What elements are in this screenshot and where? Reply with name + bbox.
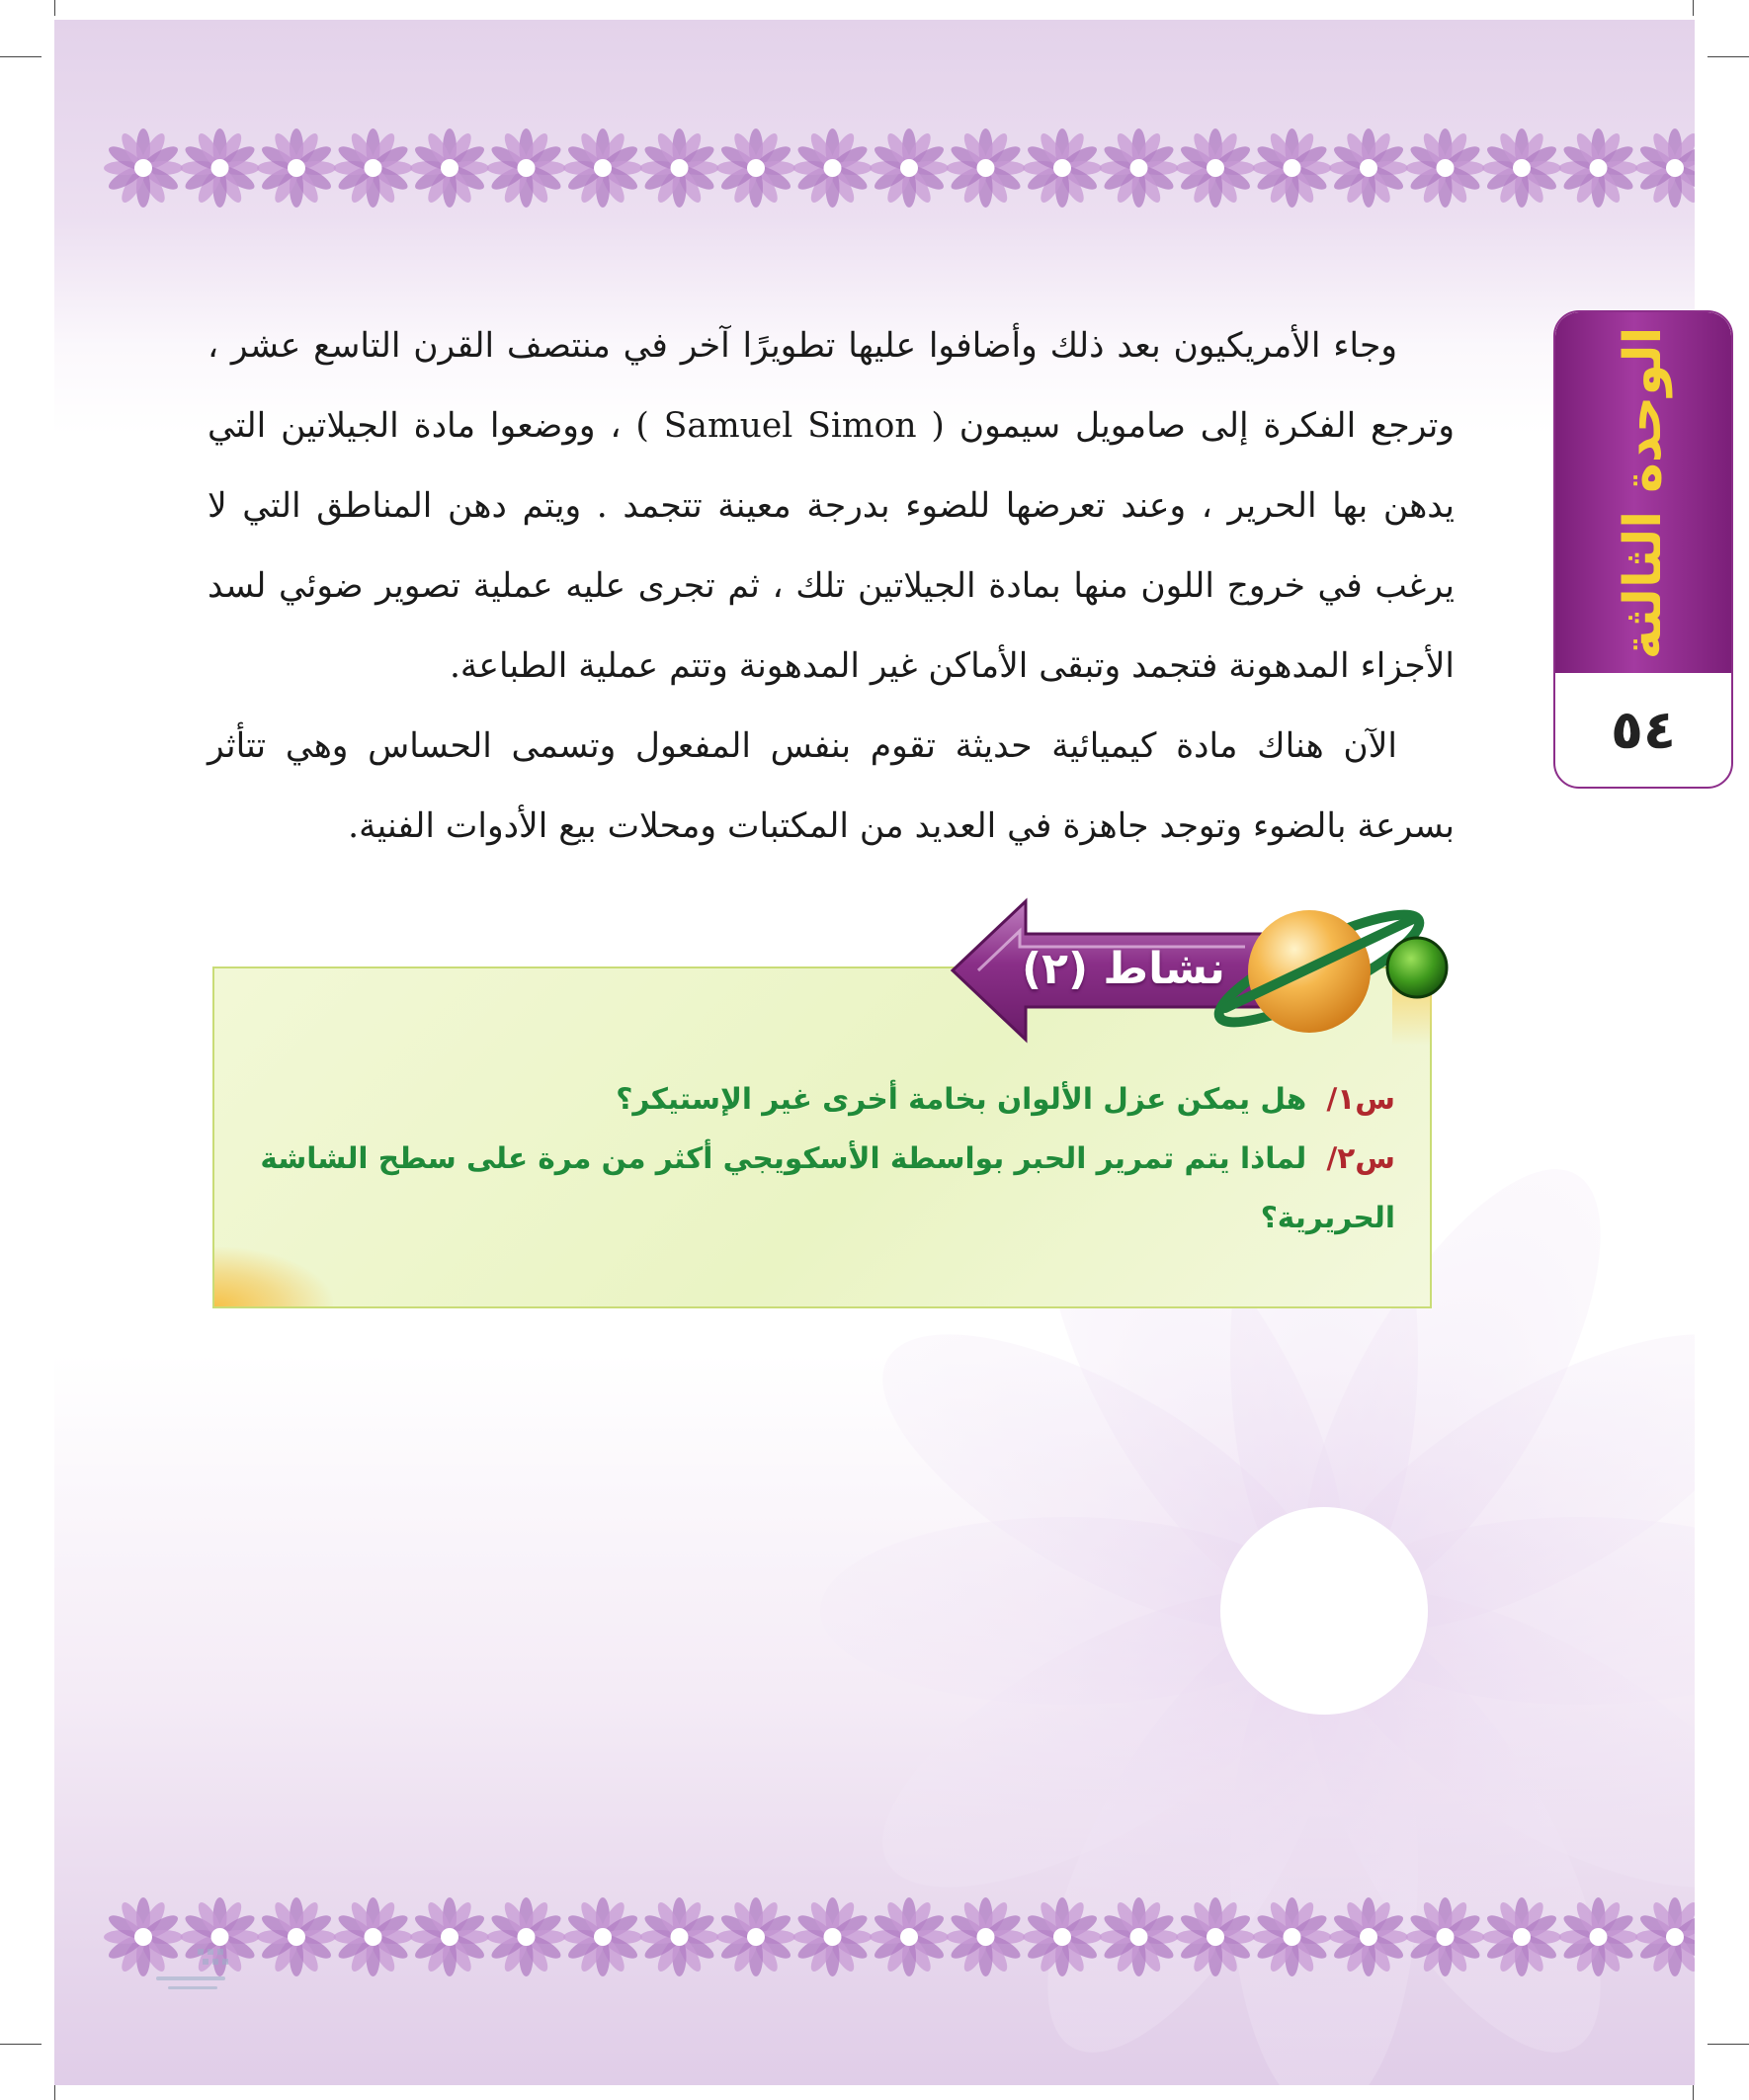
question-text: هل يمكن عزل الألوان بخامة أخرى غير الإستيكر؟ (616, 1082, 1307, 1116)
question-label: س١/ (1326, 1082, 1395, 1116)
crop-mark (1707, 2044, 1749, 2045)
activity-question (247, 1129, 1395, 1247)
question-text: لماذا يتم تمرير الحبر بواسطة الأسكويجي أكثر من مرة على سطح الشاشة الحريرية؟ (260, 1141, 1395, 1234)
paragraph: الآن هناك مادة كيميائية حديثة تقوم بنفس المفعول وتسمى الحساس وهي تتأثر بسرعة بالضوء وتوجد جاهزة في العديد من المكتبات ومحلات بيع الأدوات الفنية. (208, 726, 1455, 846)
top-flower-border (54, 109, 1695, 227)
activity-title: نشاط (٢) (1022, 943, 1225, 994)
crop-mark (1707, 56, 1749, 57)
green-bullet-icon (1383, 934, 1451, 1001)
body-text (208, 306, 1455, 867)
activity-question (247, 1069, 1395, 1129)
crop-mark (0, 56, 42, 57)
unit-title: الوحدة الثالثة (1614, 326, 1673, 660)
paragraph: وجاء الأمريكيون بعد ذلك وأضافوا عليها تطويرًا آخر في منتصف القرن التاسع عشر ، وترجع الفكرة إلى صامويل سيمون ( Samuel Simon ) ، ووضعوا مادة الجيلاتين التي يدهن بها الحرير ، وعند تعرضها للضوء بدرجة معينة تتجمد . ويتم دهن المناطق التي لا يرغب في خروج اللون منها بمادة الجيلاتين تلك ، ثم تجرى عليه عملية تصوير ضوئي لسد الأجزاء المدهونة فتجمد وتبقى الأماكن غير المدهونة وتتم عملية الطباعة. (208, 326, 1455, 686)
unit-side-tab (1553, 310, 1733, 789)
bottom-flower-border (54, 1878, 1695, 1996)
crop-mark (1693, 0, 1694, 16)
crop-mark (54, 0, 55, 16)
question-label: س٢/ (1326, 1141, 1395, 1175)
crop-mark (54, 2085, 55, 2100)
crop-mark (1693, 2085, 1694, 2100)
publisher-watermark-logo (148, 1947, 257, 1996)
box-corner-decoration (214, 1247, 333, 1306)
crop-mark (0, 2044, 42, 2045)
unit-title-panel (1555, 312, 1731, 673)
page-number: ٥٤ (1611, 699, 1676, 761)
